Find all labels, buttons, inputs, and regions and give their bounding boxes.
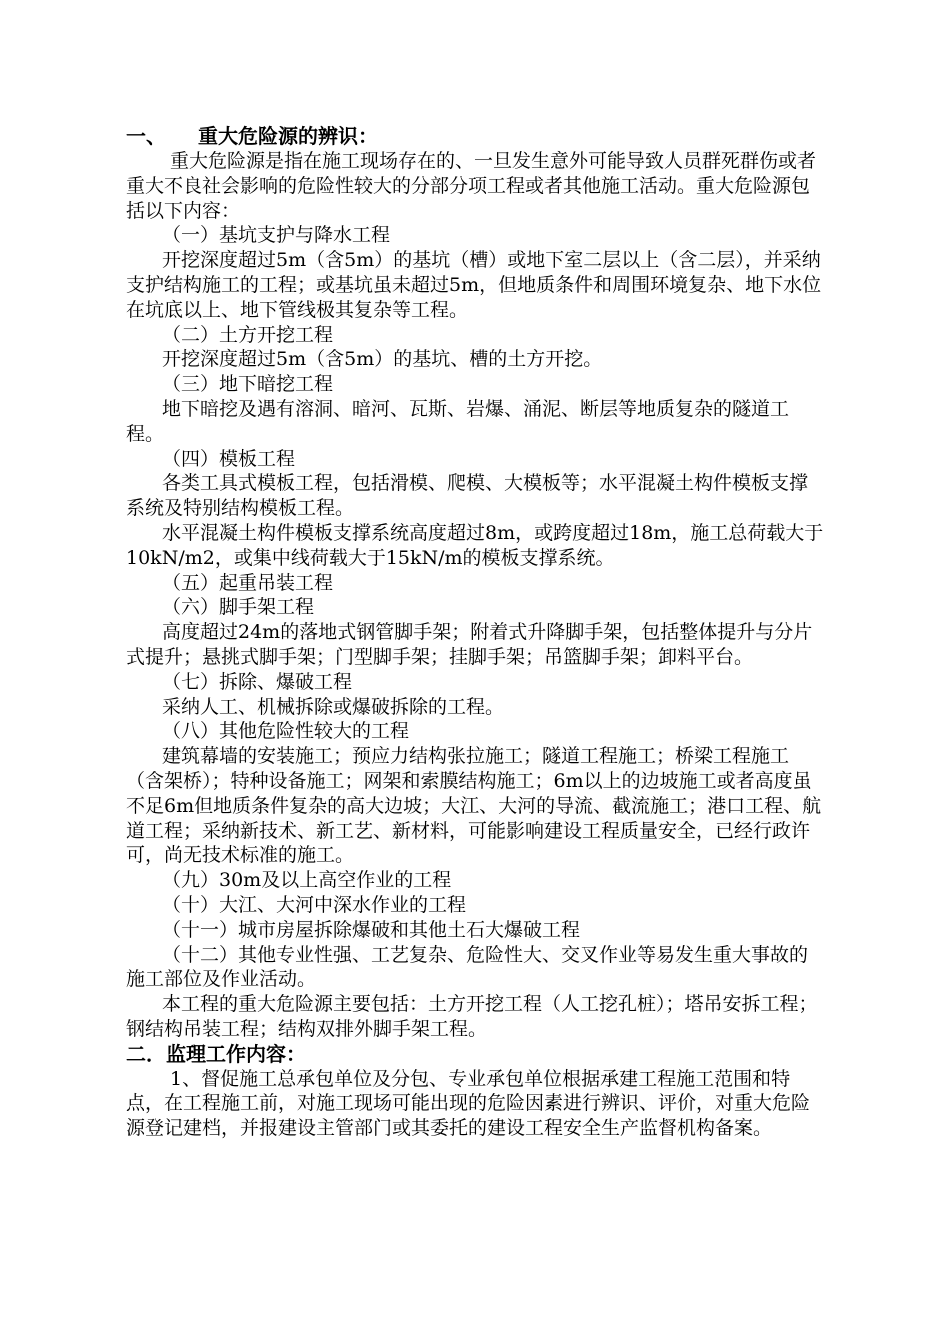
section1-subheading: （一）基坑支护与降水工程 — [162, 224, 391, 247]
section1-paragraph: 建筑幕墙的安装施工；预应力结构张拉施工；隧道工程施工；桥梁工程施工（含架桥）；特种设备施工；网架和索膜结构施工；6m以上的边坡施工或者高度虽不足6m但地质条件复杂的高大边坡；大江、大河的导流、截流施工；港口工程、航道工程；采纳新技术、新工艺、新材料，可能影响建设工程质量安全，已经行政许可，尚无技术标准的施工。 — [126, 745, 822, 867]
section1-paragraph: 地下暗挖及遇有溶洞、暗河、瓦斯、岩爆、涌泥、断层等地质复杂的隧道工程。 — [126, 397, 790, 445]
section1-paragraph: 开挖深度超过5m（含5m）的基坑（槽）或地下室二层以上（含二层），并采纳支护结构施工的工程；或基坑虽未超过5m，但地质条件和周围环境复杂、地下水位在坑底以上、地下管线极其复杂等工程。 — [126, 249, 822, 321]
section1-subheading: （十二）其他专业性强、工艺复杂、危险性大、交叉作业等易发生重大事故的施工部位及作业活动。 — [126, 943, 809, 991]
section1-subheading: （四）模板工程 — [162, 447, 296, 470]
section1-subheading: （八）其他危险性较大的工程 — [162, 720, 410, 743]
section1-paragraph: 高度超过24m的落地式钢管脚手架；附着式升降脚手架，包括整体提升与分片式提升；悬挑式脚手架；门型脚手架；挂脚手架；吊篮脚手架；卸料平台。 — [126, 621, 813, 668]
section1-subheading: （五）起重吊装工程 — [162, 571, 334, 594]
section1-paragraph: 各类工具式模板工程，包括滑模、爬模、大模板等；水平混凝土构件模板支撑系统及特别结构模板工程。 — [126, 472, 809, 520]
section1-paragraph: 本工程的重大危险源主要包括：土方开挖工程（人工挖孔桩）；塔吊安拆工程；钢结构吊装工程；结构双排外脚手架工程。 — [126, 993, 818, 1040]
section1-paragraph: 重大危险源是指在施工现场存在的、一旦发生意外可能导致人员群死群伤或者重大不良社会影响的危险性较大的分部分项工程或者其他施工活动。重大危险源包括以下内容： — [126, 150, 817, 222]
section1-paragraph: 开挖深度超过5m（含5m）的基坑、槽的土方开挖。 — [162, 348, 603, 371]
section1-subheading: （十一）城市房屋拆除爆破和其他土石大爆破工程 — [162, 918, 581, 941]
section1-paragraph: 采纳人工、机械拆除或爆破拆除的工程。 — [162, 695, 505, 718]
section1-paragraph: 水平混凝土构件模板支撑系统高度超过8m，或跨度超过18m，施工总荷载大于10kN/m2，或集中线荷载大于15kN/m的模板支撑系统。 — [126, 521, 824, 569]
section1-subheading: （十）大江、大河中深水作业的工程 — [162, 893, 467, 916]
section1-subheading: （二）土方开挖工程 — [162, 323, 334, 346]
section1-subheading: （三）地下暗挖工程 — [162, 373, 334, 396]
section1-subheading: （七）拆除、爆破工程 — [162, 670, 353, 693]
section1-subheading: （九）30m及以上高空作业的工程 — [162, 869, 452, 892]
document-page — [126, 124, 826, 1141]
section1-title: 重大危险源的辨识： — [198, 124, 378, 148]
section1-number: 一、 — [126, 124, 166, 148]
section2-paragraph: 1、督促施工总承包单位及分包、专业承包单位根据承建工程施工范围和特点，在工程施工前，对施工现场可能出现的危险因素进行辨识、评价，对重大危险源登记建档，并报建设主管部门或其委托的建设工程安全生产监督机构备案。 — [126, 1067, 811, 1140]
section1-subheading: （六）脚手架工程 — [162, 596, 315, 619]
section1-heading — [126, 124, 826, 149]
section2-heading: 二．监理工作内容： — [126, 1041, 306, 1066]
